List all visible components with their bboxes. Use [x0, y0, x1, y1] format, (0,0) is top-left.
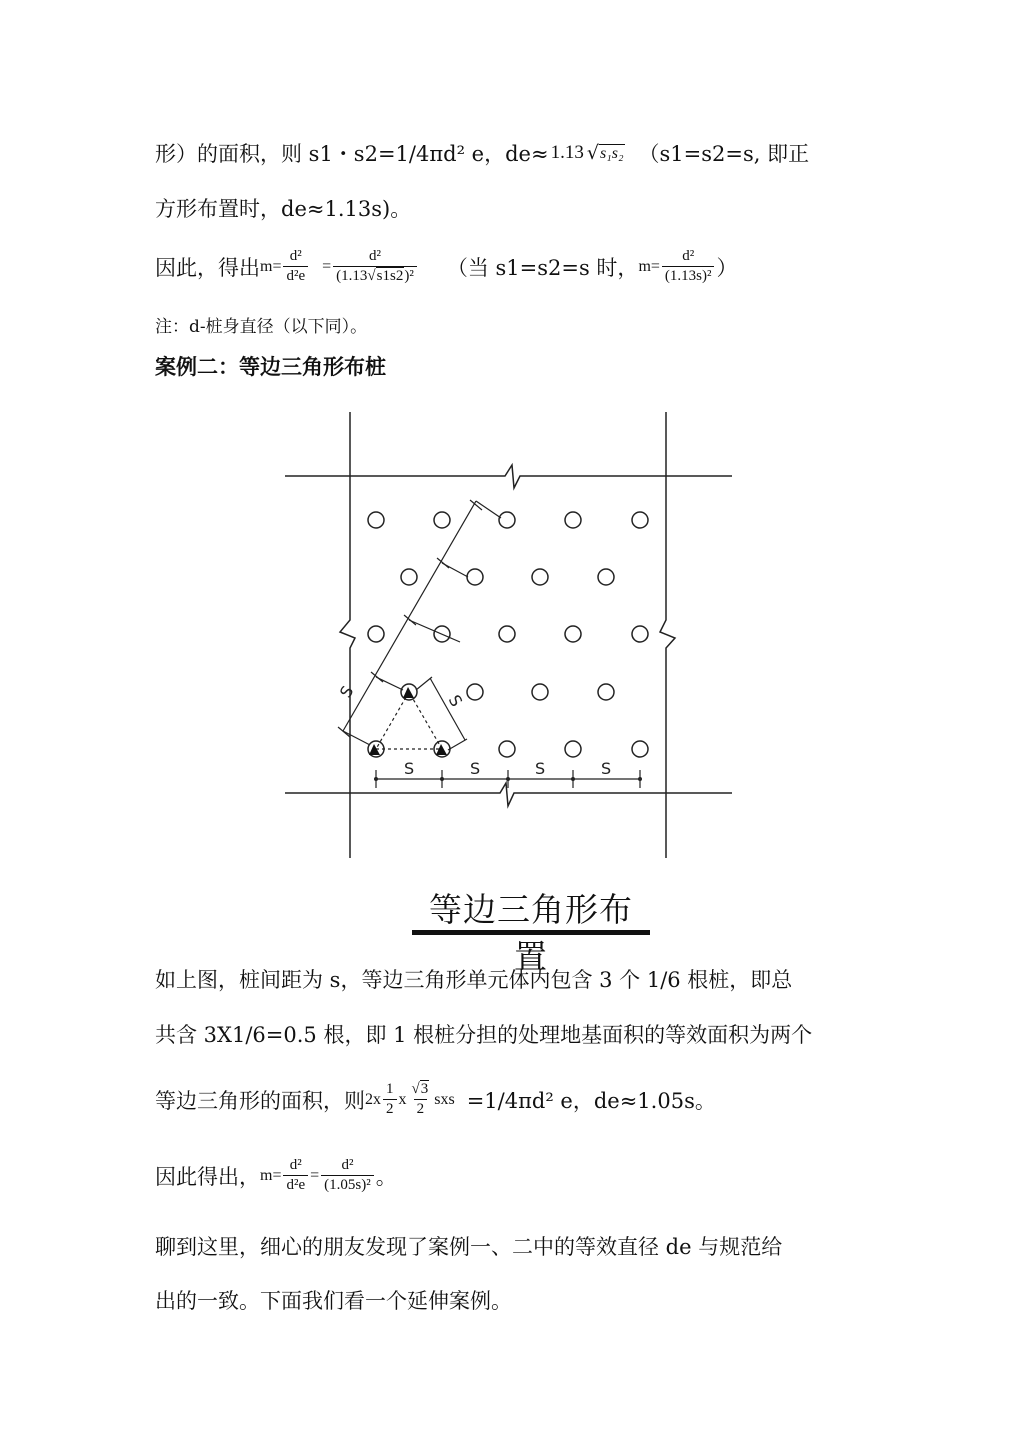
sqrt-radicand: s₁s₂: [599, 144, 624, 162]
text-line-3c: ）: [716, 255, 738, 280]
equals-sign: =: [310, 1166, 320, 1184]
denominator-part-a: (1.13: [336, 268, 368, 284]
fraction-numerator: [409, 1082, 433, 1099]
pile-circle: [467, 684, 483, 700]
de-coefficient: 1.13: [550, 142, 584, 163]
equals-sign: =: [322, 257, 332, 275]
tick-dot: [374, 777, 378, 781]
pile-circle: [532, 569, 548, 585]
text-line-9: 出的一致。下面我们看一个延伸案例。: [155, 1289, 512, 1313]
tick-dot: [506, 777, 510, 781]
formula-prefix: 2x: [365, 1090, 381, 1108]
fraction-d2-over-105s: [321, 1158, 374, 1193]
boundary-left: [340, 412, 355, 858]
paragraph-line-4: [155, 964, 792, 994]
paragraph-line-6: [155, 1082, 716, 1117]
extension-line: [409, 620, 460, 642]
pile-circle: [499, 741, 515, 757]
pile-circle: [565, 512, 581, 528]
tick-dot: [440, 777, 444, 781]
s-label: S: [404, 759, 415, 778]
s-label: S: [601, 759, 612, 778]
formula-suffix: sxs: [434, 1090, 455, 1108]
s-label: S: [535, 759, 546, 778]
pile-circle: [598, 684, 614, 700]
paragraph-line-5: [155, 1019, 812, 1049]
m-equals: m=: [260, 1166, 282, 1184]
text-line-6b: =1/4πd² e，de≈1.05s。: [466, 1088, 716, 1113]
text-line-1a: 形）的面积，则 s1・s2=1/4πd² e，de≈: [155, 142, 549, 166]
sqrt-symbol: √: [367, 268, 376, 284]
paragraph-line-9: [155, 1285, 512, 1315]
pile-circle: [565, 626, 581, 642]
fraction-numerator: 1: [386, 1081, 394, 1097]
text-line-4: 如上图，桩间距为 s，等边三角形单元体内包含 3 个 1/6 根桩，即总: [155, 968, 793, 992]
sqrt-radicand: 3: [420, 1081, 429, 1097]
pile-circle: [467, 569, 483, 585]
sqrt-symbol: √: [586, 142, 599, 164]
sqrt-radicand: s1s2: [376, 268, 404, 284]
pile-circle: [499, 626, 515, 642]
paragraph-line-7: [155, 1158, 397, 1193]
extension-line: [448, 739, 467, 750]
extension-line: [476, 501, 501, 518]
note-text: 注：d-桩身直径（以下同）。: [155, 317, 368, 337]
boundary-top: [285, 465, 732, 488]
side-dimension-line: [430, 678, 465, 740]
paragraph-line-8: [155, 1231, 782, 1261]
fraction-denominator: d²e: [283, 266, 308, 284]
extension-line: [442, 563, 468, 577]
fraction-one-half: [383, 1082, 397, 1117]
pile-circle: [565, 741, 581, 757]
extension-line: [343, 731, 370, 745]
fraction-denominator: d²e: [283, 1175, 308, 1193]
pile-circle: [532, 684, 548, 700]
section-heading-text: 案例二：等边三角形布桩: [155, 355, 386, 379]
fraction-denominator: 2: [383, 1099, 397, 1117]
pile-circle: [368, 512, 384, 528]
text-line-3b: （当 s1=s2=s 时，: [446, 255, 639, 280]
formula-multiply: x: [398, 1090, 407, 1108]
m-equals: m=: [260, 257, 282, 275]
fraction-numerator: d²: [289, 248, 302, 264]
s-label: S: [470, 759, 481, 778]
pile-circle: [499, 512, 515, 528]
sqrt-symbol: √: [411, 1081, 420, 1097]
pile-circle: [632, 626, 648, 642]
pile-circle: [368, 626, 384, 642]
m-equals: m=: [638, 257, 660, 275]
extension-line: [376, 677, 403, 690]
fraction-numerator: d²: [289, 1157, 302, 1173]
pile-circle: [632, 741, 648, 757]
fraction-sqrt3-over-2: [409, 1082, 433, 1117]
diagram-title-underline: [412, 930, 650, 935]
text-line-7a: 因此得出，: [155, 1164, 260, 1189]
text-line-7b: 。: [375, 1164, 397, 1189]
text-line-6a: 等边三角形的面积，则: [155, 1088, 365, 1113]
text-line-3a: 因此，得出: [155, 255, 260, 280]
fraction-denominator: (1.13s)²: [662, 266, 715, 284]
tick-dot: [638, 777, 642, 781]
denominator-part-b: )²: [404, 268, 414, 284]
text-line-8: 聊到这里，细心的朋友发现了案例一、二中的等效直径 de 与规范给: [155, 1235, 783, 1259]
extension-line: [416, 677, 432, 690]
boundary-right: [660, 412, 675, 858]
tick-dot: [571, 777, 575, 781]
s-label: S: [335, 682, 358, 701]
text-line-5: 共含 3X1/6=0.5 根，即 1 根桩分担的处理地基面积的等效面积为两个: [155, 1023, 813, 1047]
fraction-denominator: 2: [414, 1099, 428, 1117]
fraction-numerator: d²: [368, 248, 381, 264]
fraction-numerator: d²: [341, 1157, 354, 1173]
pile-circle: [598, 569, 614, 585]
fraction-d2-over-d2e: [283, 1158, 308, 1193]
pile-circle: [434, 512, 450, 528]
s-label: S: [444, 691, 467, 710]
fraction-denominator: (1.05s)²: [321, 1175, 374, 1193]
text-line-2: 方形布置时，de≈1.13s)。: [155, 197, 412, 221]
pile-circle: [632, 512, 648, 528]
text-line-1b: （s1=s2=s, 即正: [638, 142, 810, 166]
diagram-title: 等边三角形布置: [429, 890, 633, 976]
pile-circle: [401, 569, 417, 585]
fraction-numerator: d²: [682, 248, 695, 264]
